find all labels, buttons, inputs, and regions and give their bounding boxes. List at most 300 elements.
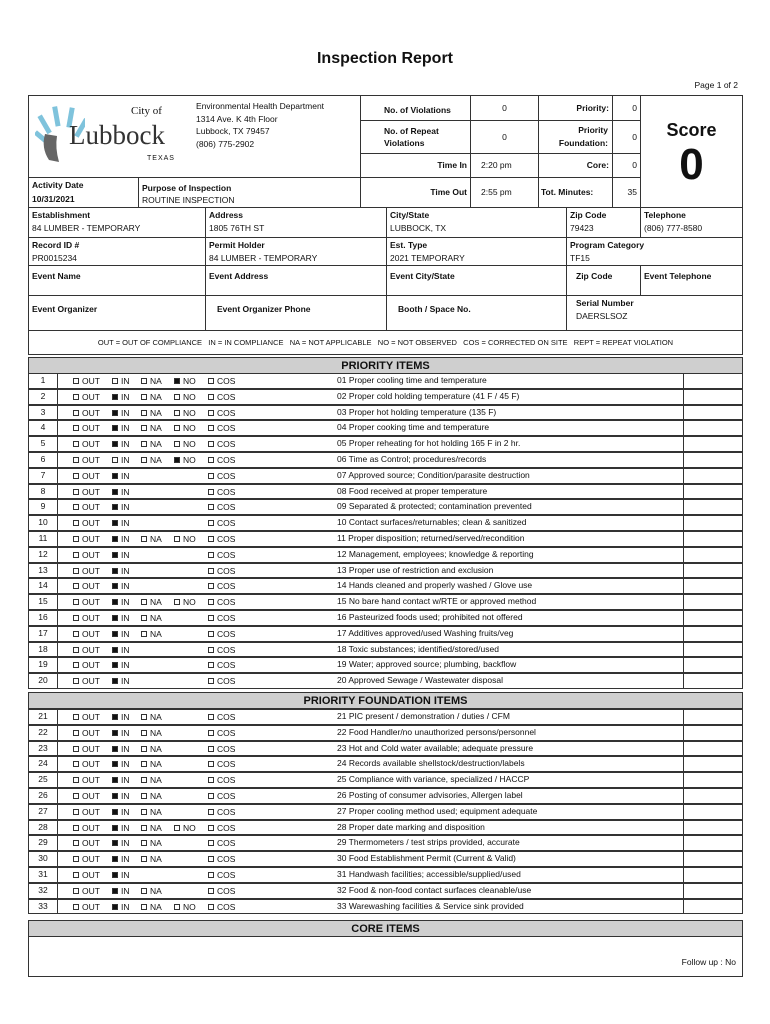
option-na[interactable]	[141, 790, 162, 803]
checkbox-icon[interactable]	[112, 536, 118, 542]
option-in[interactable]	[112, 853, 130, 866]
checkbox-icon[interactable]	[73, 568, 79, 574]
option-in[interactable]	[112, 727, 130, 740]
option-in[interactable]	[112, 596, 130, 609]
checkbox-icon[interactable]	[112, 489, 118, 495]
option-in[interactable]	[112, 580, 130, 593]
inspection-item-row	[28, 373, 743, 389]
option-in[interactable]	[112, 628, 130, 641]
event-organizer-phone-label: Event Organizer Phone	[217, 304, 311, 314]
checkbox-icon[interactable]	[208, 793, 214, 799]
checkbox-icon[interactable]	[112, 520, 118, 526]
checkbox-icon[interactable]	[73, 410, 79, 416]
checkbox-icon[interactable]	[208, 631, 214, 637]
notes-cell	[683, 390, 684, 404]
checkbox-icon[interactable]	[112, 793, 118, 799]
option-label: NA	[150, 885, 162, 896]
checkbox-icon[interactable]	[208, 647, 214, 653]
checkbox-icon[interactable]	[208, 809, 214, 815]
option-in[interactable]	[112, 407, 130, 420]
option-na[interactable]	[141, 727, 162, 740]
checkbox-icon[interactable]	[174, 441, 180, 447]
option-cos[interactable]	[208, 659, 235, 672]
option-cos[interactable]	[208, 628, 235, 641]
checkbox-icon[interactable]	[73, 888, 79, 894]
option-cos[interactable]	[208, 565, 235, 578]
checkbox-icon[interactable]	[73, 473, 79, 479]
checkbox-icon[interactable]	[141, 888, 147, 894]
option-no[interactable]	[174, 596, 196, 609]
option-label: IN	[121, 712, 130, 722]
checkbox-icon[interactable]	[174, 425, 180, 431]
item-description: 09 Separated & protected; contamination prevented	[337, 501, 532, 512]
checkbox-icon[interactable]	[112, 441, 118, 447]
option-na[interactable]	[141, 774, 162, 787]
option-na[interactable]	[141, 391, 162, 404]
serial-cell	[566, 295, 743, 331]
option-cos[interactable]	[208, 790, 235, 803]
checkbox-icon[interactable]	[112, 904, 118, 910]
checkbox-icon[interactable]	[174, 825, 180, 831]
checkbox-icon[interactable]	[73, 761, 79, 767]
option-no[interactable]	[174, 438, 196, 451]
checkbox-icon[interactable]	[112, 647, 118, 653]
option-no[interactable]	[174, 375, 196, 388]
option-label: IN	[121, 791, 130, 801]
option-in[interactable]	[112, 486, 130, 499]
checkbox-icon[interactable]	[112, 615, 118, 621]
option-out[interactable]	[73, 837, 100, 850]
item-number: 7	[29, 469, 58, 483]
option-in[interactable]	[112, 885, 130, 898]
event-address-label: Event Address	[209, 271, 269, 281]
option-in[interactable]	[112, 422, 130, 435]
item-description: 14 Hands cleaned and properly washed / Glove use	[337, 580, 533, 591]
option-out[interactable]	[73, 901, 100, 914]
checkbox-icon[interactable]	[112, 473, 118, 479]
checkbox-icon[interactable]	[112, 809, 118, 815]
option-no[interactable]	[174, 391, 196, 404]
checkbox-icon[interactable]	[112, 599, 118, 605]
checkbox-icon[interactable]	[73, 746, 79, 752]
option-in[interactable]	[112, 790, 130, 803]
checkbox-icon[interactable]	[141, 904, 147, 910]
checkbox-icon[interactable]	[73, 552, 79, 558]
option-no[interactable]	[174, 407, 196, 420]
event-organizer-phone-cell	[205, 295, 387, 331]
option-out[interactable]	[73, 885, 100, 898]
checkbox-icon[interactable]	[141, 793, 147, 799]
option-in[interactable]	[112, 774, 130, 787]
option-out[interactable]	[73, 533, 100, 546]
checkbox-icon[interactable]	[141, 730, 147, 736]
checkbox-icon[interactable]	[112, 856, 118, 862]
checkbox-icon[interactable]	[208, 394, 214, 400]
checkbox-icon[interactable]	[112, 425, 118, 431]
checkbox-icon[interactable]	[141, 599, 147, 605]
checkbox-icon[interactable]	[208, 714, 214, 720]
inspection-item-row	[28, 867, 743, 883]
option-na[interactable]	[141, 743, 162, 756]
option-out[interactable]	[73, 407, 100, 420]
option-in[interactable]	[112, 711, 130, 724]
checkbox-icon[interactable]	[208, 761, 214, 767]
checkbox-icon[interactable]	[73, 904, 79, 910]
checkbox-icon[interactable]	[141, 761, 147, 767]
checkbox-icon[interactable]	[208, 856, 214, 862]
checkbox-icon[interactable]	[208, 840, 214, 846]
option-na[interactable]	[141, 375, 162, 388]
checkbox-icon[interactable]	[73, 777, 79, 783]
option-na[interactable]	[141, 628, 162, 641]
item-description: 19 Water; approved source; plumbing, backflow	[337, 659, 517, 670]
checkbox-icon[interactable]	[141, 746, 147, 752]
option-cos[interactable]	[208, 774, 235, 787]
option-out[interactable]	[73, 517, 100, 530]
option-out[interactable]	[73, 565, 100, 578]
option-cos[interactable]	[208, 806, 235, 819]
option-na[interactable]	[141, 596, 162, 609]
option-out[interactable]	[73, 422, 100, 435]
checkbox-icon[interactable]	[73, 856, 79, 862]
option-na[interactable]	[141, 822, 162, 835]
checkbox-icon[interactable]	[141, 425, 147, 431]
option-na[interactable]	[141, 454, 162, 467]
checkbox-icon[interactable]	[112, 825, 118, 831]
option-in[interactable]	[112, 675, 130, 688]
checkbox-icon[interactable]	[112, 777, 118, 783]
establishment-label: Establishment	[32, 210, 91, 220]
option-out[interactable]	[73, 644, 100, 657]
option-no[interactable]	[174, 533, 196, 546]
checkbox-icon[interactable]	[208, 888, 214, 894]
option-out[interactable]	[73, 675, 100, 688]
option-in[interactable]	[112, 901, 130, 914]
option-cos[interactable]	[208, 885, 235, 898]
option-out[interactable]	[73, 612, 100, 625]
checkbox-icon[interactable]	[112, 378, 118, 384]
option-label: OUT	[82, 502, 100, 513]
item-description: 22 Food Handler/no unauthorized persons/personnel	[337, 726, 536, 737]
option-cos[interactable]	[208, 517, 235, 530]
checkbox-icon[interactable]	[112, 631, 118, 637]
checkbox-icon[interactable]	[73, 394, 79, 400]
option-cos[interactable]	[208, 596, 235, 609]
checkbox-icon[interactable]	[141, 536, 147, 542]
checkbox-icon[interactable]	[174, 378, 180, 384]
option-cos[interactable]	[208, 901, 235, 914]
option-cos[interactable]	[208, 391, 235, 404]
checkbox-icon[interactable]	[208, 504, 214, 510]
checkbox-icon[interactable]	[208, 520, 214, 526]
option-in[interactable]	[112, 438, 130, 451]
option-out[interactable]	[73, 869, 100, 882]
checkbox-icon[interactable]	[73, 678, 79, 684]
option-out[interactable]	[73, 454, 100, 467]
option-label: NO	[183, 597, 196, 608]
checkbox-icon[interactable]	[208, 378, 214, 384]
option-in[interactable]	[112, 869, 130, 882]
checkbox-icon[interactable]	[73, 615, 79, 621]
checkbox-icon[interactable]	[73, 631, 79, 637]
option-cos[interactable]	[208, 837, 235, 850]
option-cos[interactable]	[208, 470, 235, 483]
option-cos[interactable]	[208, 580, 235, 593]
priority-foundation-header: PRIORITY FOUNDATION ITEMS	[28, 692, 743, 709]
item-description: 06 Time as Control; procedures/records	[337, 454, 487, 464]
option-na[interactable]	[141, 533, 162, 546]
checkbox-icon[interactable]	[141, 840, 147, 846]
checkbox-icon[interactable]	[141, 714, 147, 720]
checkbox-icon[interactable]	[208, 441, 214, 447]
option-out[interactable]	[73, 727, 100, 740]
checkbox-icon[interactable]	[208, 583, 214, 589]
option-cos[interactable]	[208, 438, 235, 451]
checkbox-icon[interactable]	[208, 425, 214, 431]
checkbox-icon[interactable]	[141, 631, 147, 637]
option-cos[interactable]	[208, 743, 235, 756]
option-out[interactable]	[73, 659, 100, 672]
option-na[interactable]	[141, 901, 162, 914]
option-out[interactable]	[73, 375, 100, 388]
checkbox-icon[interactable]	[73, 730, 79, 736]
option-label: IN	[121, 597, 130, 608]
checkbox-icon[interactable]	[73, 647, 79, 653]
checkbox-icon[interactable]	[73, 793, 79, 799]
option-na[interactable]	[141, 612, 162, 625]
time-out-value: 2:55 pm	[470, 177, 539, 208]
checkbox-icon[interactable]	[141, 777, 147, 783]
option-cos[interactable]	[208, 422, 235, 435]
checkbox-icon[interactable]	[208, 730, 214, 736]
item-number: 17	[29, 627, 58, 641]
checkbox-icon[interactable]	[141, 394, 147, 400]
checkbox-icon[interactable]	[141, 410, 147, 416]
department-name: Environmental Health Department	[196, 101, 325, 111]
option-cos[interactable]	[208, 822, 235, 835]
option-out[interactable]	[73, 628, 100, 641]
option-out[interactable]	[73, 596, 100, 609]
option-out[interactable]	[73, 853, 100, 866]
checkbox-icon[interactable]	[174, 904, 180, 910]
option-label: NO	[183, 407, 196, 418]
checkbox-icon[interactable]	[141, 809, 147, 815]
checkbox-icon[interactable]	[208, 615, 214, 621]
option-in[interactable]	[112, 375, 130, 388]
option-in[interactable]	[112, 470, 130, 483]
checkbox-icon[interactable]	[208, 825, 214, 831]
option-label: NA	[150, 407, 162, 418]
checkbox-icon[interactable]	[208, 872, 214, 878]
option-no[interactable]	[174, 454, 196, 467]
checkbox-icon[interactable]	[208, 536, 214, 542]
option-in[interactable]	[112, 501, 130, 514]
option-na[interactable]	[141, 806, 162, 819]
checkbox-icon[interactable]	[73, 872, 79, 878]
checkbox-icon[interactable]	[73, 441, 79, 447]
option-out[interactable]	[73, 743, 100, 756]
checkbox-icon[interactable]	[208, 457, 214, 463]
checkbox-icon[interactable]	[208, 552, 214, 558]
checkbox-icon[interactable]	[73, 489, 79, 495]
checkbox-icon[interactable]	[208, 746, 214, 752]
checkbox-icon[interactable]	[73, 536, 79, 542]
checkbox-icon[interactable]	[112, 746, 118, 752]
option-out[interactable]	[73, 391, 100, 404]
checkbox-icon[interactable]	[208, 662, 214, 668]
option-cos[interactable]	[208, 549, 235, 562]
checkbox-icon[interactable]	[141, 825, 147, 831]
checkbox-icon[interactable]	[174, 457, 180, 463]
option-no[interactable]	[174, 422, 196, 435]
option-cos[interactable]	[208, 454, 235, 467]
option-out[interactable]	[73, 806, 100, 819]
checkbox-icon[interactable]	[112, 457, 118, 463]
checkbox-icon[interactable]	[141, 457, 147, 463]
option-out[interactable]	[73, 549, 100, 562]
option-out[interactable]	[73, 790, 100, 803]
option-cos[interactable]	[208, 675, 235, 688]
checkbox-icon[interactable]	[174, 394, 180, 400]
checkbox-icon[interactable]	[208, 568, 214, 574]
option-in[interactable]	[112, 549, 130, 562]
option-cos[interactable]	[208, 758, 235, 771]
checkbox-icon[interactable]	[112, 552, 118, 558]
checkbox-icon[interactable]	[73, 378, 79, 384]
checkbox-icon[interactable]	[73, 714, 79, 720]
option-cos[interactable]	[208, 533, 235, 546]
option-cos[interactable]	[208, 644, 235, 657]
option-label: NO	[183, 423, 196, 434]
option-out[interactable]	[73, 758, 100, 771]
checkbox-icon[interactable]	[112, 410, 118, 416]
checkbox-icon[interactable]	[141, 378, 147, 384]
option-out[interactable]	[73, 486, 100, 499]
option-out[interactable]	[73, 711, 100, 724]
record-id-value: PR0015234	[32, 253, 77, 263]
option-no[interactable]	[174, 901, 196, 914]
option-cos[interactable]	[208, 501, 235, 514]
option-na[interactable]	[141, 407, 162, 420]
option-na[interactable]	[141, 438, 162, 451]
checkbox-icon[interactable]	[112, 504, 118, 510]
option-in[interactable]	[112, 644, 130, 657]
item-description: 20 Approved Sewage / Wastewater disposal	[337, 675, 504, 686]
checkbox-icon[interactable]	[174, 536, 180, 542]
checkbox-icon[interactable]	[208, 473, 214, 479]
option-no[interactable]	[174, 822, 196, 835]
checkbox-icon[interactable]	[73, 425, 79, 431]
checkbox-icon[interactable]	[112, 583, 118, 589]
checkbox-icon[interactable]	[112, 568, 118, 574]
checkbox-icon[interactable]	[112, 678, 118, 684]
checkbox-icon[interactable]	[112, 761, 118, 767]
checkbox-icon[interactable]	[112, 662, 118, 668]
checkbox-icon[interactable]	[208, 410, 214, 416]
option-in[interactable]	[112, 837, 130, 850]
option-in[interactable]	[112, 806, 130, 819]
checkbox-icon[interactable]	[112, 888, 118, 894]
checkbox-icon[interactable]	[73, 809, 79, 815]
checkbox-icon[interactable]	[208, 599, 214, 605]
option-out[interactable]	[73, 822, 100, 835]
checkbox-icon[interactable]	[112, 730, 118, 736]
option-out[interactable]	[73, 501, 100, 514]
option-cos[interactable]	[208, 727, 235, 740]
option-cos[interactable]	[208, 711, 235, 724]
checkbox-icon[interactable]	[73, 840, 79, 846]
option-cos[interactable]	[208, 486, 235, 499]
notes-cell	[683, 453, 684, 467]
option-in[interactable]	[112, 517, 130, 530]
checkbox-icon[interactable]	[73, 457, 79, 463]
option-out[interactable]	[73, 470, 100, 483]
option-na[interactable]	[141, 885, 162, 898]
option-na[interactable]	[141, 711, 162, 724]
checkbox-icon[interactable]	[208, 489, 214, 495]
checkbox-icon[interactable]	[73, 825, 79, 831]
option-in[interactable]	[112, 454, 130, 467]
option-na[interactable]	[141, 758, 162, 771]
option-cos[interactable]	[208, 869, 235, 882]
checkbox-icon[interactable]	[174, 410, 180, 416]
follow-up: Follow up : No	[681, 957, 736, 967]
checkbox-icon[interactable]	[73, 520, 79, 526]
checkbox-icon[interactable]	[73, 583, 79, 589]
option-label: NA	[150, 838, 162, 849]
option-cos[interactable]	[208, 612, 235, 625]
option-in[interactable]	[112, 565, 130, 578]
option-in[interactable]	[112, 533, 130, 546]
option-in[interactable]	[112, 743, 130, 756]
checkbox-icon[interactable]	[112, 714, 118, 720]
option-label: NO	[183, 455, 196, 465]
checkbox-icon[interactable]	[208, 904, 214, 910]
option-cos[interactable]	[208, 407, 235, 420]
option-na[interactable]	[141, 837, 162, 850]
item-number: 8	[29, 485, 58, 499]
option-in[interactable]	[112, 391, 130, 404]
option-na[interactable]	[141, 853, 162, 866]
checkbox-icon[interactable]	[112, 394, 118, 400]
option-cos[interactable]	[208, 375, 235, 388]
checkbox-icon[interactable]	[141, 856, 147, 862]
checkbox-icon[interactable]	[73, 599, 79, 605]
option-na[interactable]	[141, 422, 162, 435]
option-label: NA	[150, 822, 162, 833]
option-out[interactable]	[73, 438, 100, 451]
checkbox-icon[interactable]	[73, 504, 79, 510]
checkbox-icon[interactable]	[174, 599, 180, 605]
option-in[interactable]	[112, 758, 130, 771]
option-out[interactable]	[73, 580, 100, 593]
checkbox-icon[interactable]	[208, 777, 214, 783]
option-label: OUT	[82, 775, 100, 786]
checkbox-icon[interactable]	[112, 840, 118, 846]
checkbox-icon[interactable]	[208, 678, 214, 684]
option-in[interactable]	[112, 659, 130, 672]
option-out[interactable]	[73, 774, 100, 787]
checkbox-icon[interactable]	[141, 441, 147, 447]
checkbox-icon[interactable]	[112, 872, 118, 878]
option-label: IN	[121, 470, 130, 481]
checkbox-icon[interactable]	[141, 615, 147, 621]
option-in[interactable]	[112, 612, 130, 625]
option-cos[interactable]	[208, 853, 235, 866]
option-in[interactable]	[112, 822, 130, 835]
item-number: 20	[29, 674, 58, 688]
checkbox-icon[interactable]	[73, 662, 79, 668]
